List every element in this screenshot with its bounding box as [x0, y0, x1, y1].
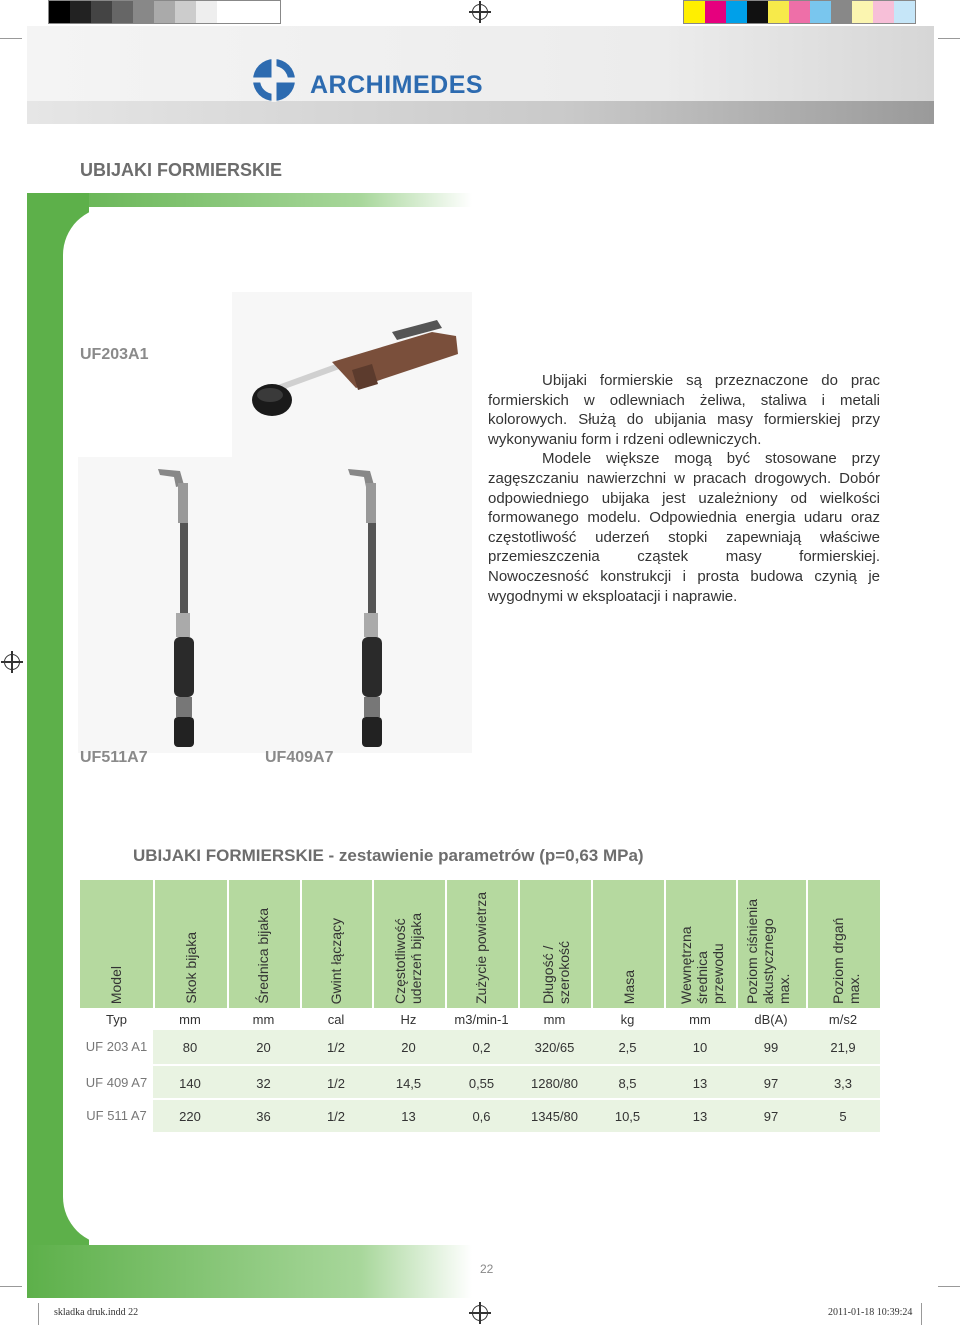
crop-mark: [938, 38, 960, 39]
value-cell: 97: [763, 1075, 779, 1091]
value-cell: 36: [256, 1108, 271, 1124]
crop-mark: [0, 38, 22, 39]
unit-cell: dB(A): [754, 1011, 788, 1027]
green-frame-top: [27, 193, 472, 207]
page-number: 22: [480, 1262, 494, 1276]
caption-uf203a1: UF203A1: [80, 346, 149, 363]
model-cell: UF 409 A7: [80, 1066, 153, 1100]
rammer-uf203a1-image: [232, 292, 472, 457]
value-cell: 20: [256, 1039, 271, 1055]
value-cell: 1345/80: [531, 1108, 578, 1124]
value-cell: 21,9: [830, 1039, 856, 1055]
table-row: [80, 1030, 880, 1064]
value-cell: 13: [692, 1108, 708, 1124]
description-paragraph: Ubijaki formierskie są przeznaczone do prac formierskich w odlewniach żeliwa, staliwa i metali kolorowych. Służą do ubijania masy formierskiej przy wykonywaniu form i rdzeni odlewniczych.: [488, 372, 880, 448]
crop-mark: [938, 1286, 960, 1287]
header-cell: Masa: [591, 880, 664, 1008]
header-cell: Zużycie powietrza: [445, 880, 518, 1008]
header-cell: Średnica bijaka: [227, 880, 300, 1008]
rammers-uf511a7-uf409a7-image: [78, 457, 472, 753]
unit-cell: Hz: [400, 1011, 417, 1027]
value-cell: 1/2: [326, 1108, 346, 1124]
description-paragraph: Modele większe mogą być stosowane przy zagęszczaniu nawierzchni w pracach drogowych. Dobór odpowiedniego ubijaka jest uzależniony od wielkości formowanego modelu. Odpowiednia energia udaru oraz częstotliwość uderzeń stopki zapewniają właściwe przemieszczenia cząstek masy formierskiej. Nowoczesność konstrukcji i prosta budowa czynią je wygodnymi w eksploatacji i naprawie.: [488, 450, 880, 605]
value-cell: 8,5: [618, 1075, 637, 1091]
header-cell: Model: [108, 965, 124, 1004]
print-slug-file: skladka druk.indd 22: [54, 1307, 139, 1318]
green-frame-bottom: [27, 1245, 472, 1298]
unit-cell: Typ: [106, 1011, 127, 1027]
value-cell: 140: [179, 1075, 201, 1091]
value-cell: 5: [839, 1108, 847, 1124]
value-cell: 99: [763, 1039, 779, 1055]
unit-cell: mm: [689, 1011, 711, 1027]
caption-uf511a7: UF511A7: [80, 749, 148, 766]
header-cell: Długość / szerokość: [518, 880, 591, 1008]
header-cell: Poziom ciśnienia akustycznego max.: [736, 880, 806, 1008]
header-cell: Częstotliwość uderzeń bijaka: [372, 880, 445, 1008]
value-cell: 0,55: [468, 1075, 495, 1091]
header-cell: Gwint łączący: [300, 880, 372, 1008]
value-cell: 32: [256, 1075, 271, 1091]
value-cell: 10,5: [614, 1108, 641, 1124]
value-cell: 13: [692, 1075, 708, 1091]
grayscale-color-bar: [48, 0, 281, 24]
unit-cell: mm: [252, 1011, 275, 1027]
brand-name: ARCHIMEDES: [310, 71, 484, 99]
description-text: [488, 371, 880, 606]
value-cell: 1280/80: [531, 1075, 578, 1091]
header-cell: Skok bijaka: [153, 880, 227, 1008]
print-slug-date: 2011-01-18 10:39:24: [828, 1307, 913, 1318]
value-cell: 10: [692, 1039, 708, 1055]
value-cell: 14,5: [395, 1075, 422, 1091]
unit-cell: kg: [620, 1011, 635, 1027]
table-title: UBIJAKI FORMIERSKIE - zestawienie parametrów (p=0,63 MPa): [133, 846, 644, 865]
header-cell: Wewnętrzna średnica przewodu: [664, 880, 736, 1008]
section-title: UBIJAKI FORMIERSKIE: [80, 160, 283, 180]
crop-mark: [38, 1303, 39, 1325]
registration-mark-top: [472, 4, 488, 20]
unit-cell: m3/min-1: [454, 1011, 509, 1027]
units-row: [80, 1008, 880, 1030]
value-cell: 0,6: [472, 1108, 491, 1124]
crop-mark: [0, 1286, 22, 1287]
unit-cell: cal: [327, 1011, 345, 1027]
value-cell: 13: [401, 1108, 416, 1124]
header-strip: [27, 101, 934, 124]
photo-uf203a1: [232, 292, 472, 457]
unit-cell: m/s2: [828, 1011, 858, 1027]
caption-uf409a7: UF409A7: [265, 749, 334, 766]
table-row: [80, 1064, 880, 1100]
unit-cell: mm: [179, 1011, 201, 1027]
value-cell: 1/2: [326, 1075, 346, 1091]
value-cell: 80: [182, 1039, 198, 1055]
unit-cell: mm: [543, 1011, 566, 1027]
model-cell: UF 511 A7: [80, 1100, 153, 1132]
registration-mark-bottom: [472, 1305, 488, 1321]
value-cell: 0,2: [472, 1039, 491, 1055]
process-color-bar: [683, 0, 916, 24]
crop-mark: [921, 1303, 922, 1325]
value-cell: 97: [763, 1108, 779, 1124]
photo-uf511a7-uf409a7: [78, 457, 472, 753]
table-header-row: [80, 880, 880, 1008]
registration-mark-left: [4, 654, 20, 670]
value-cell: 320/65: [534, 1039, 575, 1055]
value-cell: 20: [401, 1039, 416, 1055]
value-cell: 1/2: [326, 1039, 346, 1055]
model-cell: UF 203 A1: [80, 1030, 153, 1064]
header-cell: Poziom drgań max.: [806, 880, 880, 1008]
table-row: [80, 1098, 880, 1132]
value-cell: 220: [179, 1108, 201, 1124]
value-cell: 3,3: [833, 1075, 853, 1091]
value-cell: 2,5: [618, 1039, 637, 1055]
archimedes-logo-icon: [252, 58, 296, 102]
